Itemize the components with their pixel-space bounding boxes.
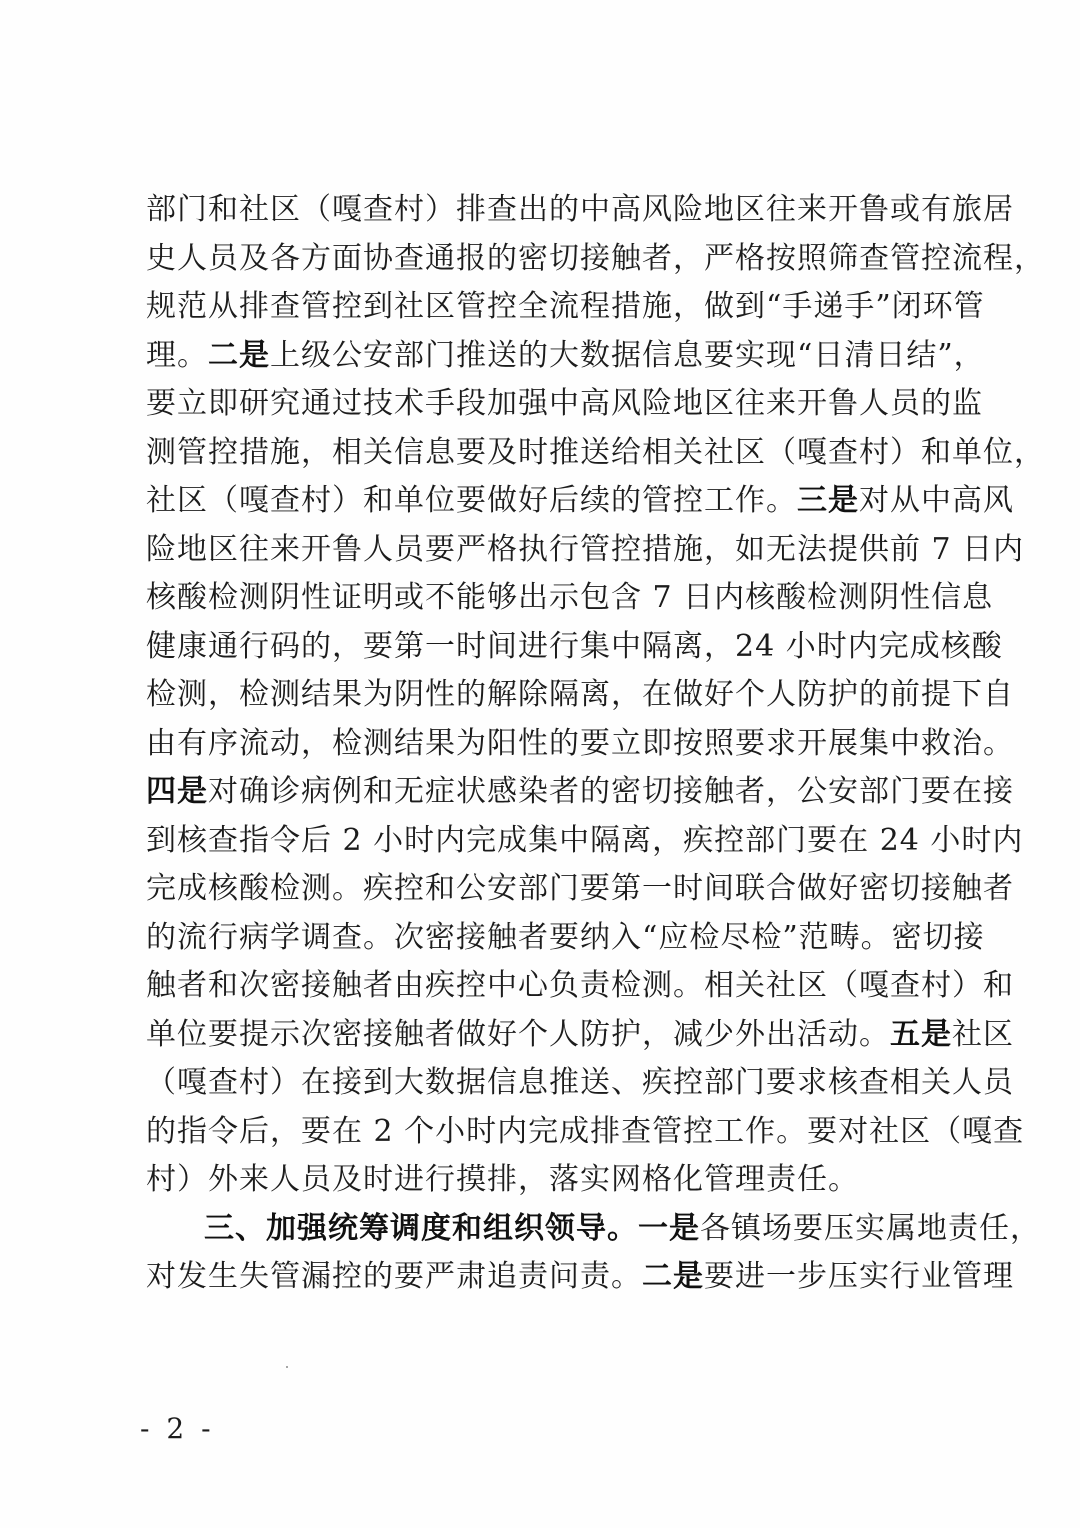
text-line: 健康通行码的，要第一时间进行集中隔离，24 小时内完成核酸: [146, 628, 1003, 664]
text-line: 单位要提示次密接触者做好个人防护，减少外出活动。五是社区: [146, 1016, 1014, 1052]
text-line: 部门和社区（嘎查村）排查出的中高风险地区往来开鲁或有旅居: [146, 192, 1014, 227]
text-line: 理。二是上级公安部门推送的大数据信息要实现“日清日结”，: [146, 337, 985, 373]
text-line: 社区（嘎查村）和单位要做好后续的管控工作。三是对从中高风: [146, 483, 1014, 518]
text-line: 的指令后，要在 2 个小时内完成排查管控工作。要对社区（嘎查: [146, 1113, 1025, 1149]
page-number: - 2 -: [140, 1412, 215, 1445]
text-line: 村）外来人员及时进行摸排，落实网格化管理责任。: [146, 1162, 859, 1197]
text-line: 检测，检测结果为阴性的解除隔离，在做好个人防护的前提下自: [146, 677, 1014, 712]
text-line: 四是对确诊病例和无症状感染者的密切接触者，公安部门要在接: [146, 774, 1014, 809]
text-line: 由有序流动，检测结果为阳性的要立即按照要求开展集中救治。: [146, 725, 1014, 761]
section-heading-line: 三、加强统筹调度和组织领导。一是各镇场要压实属地责任，: [204, 1210, 1041, 1246]
text-line: 险地区往来开鲁人员要严格执行管控措施，如无法提供前 7 日内: [146, 531, 1025, 567]
scan-speck: [286, 1366, 288, 1368]
text-line: 核酸检测阴性证明或不能够出示包含 7 日内核酸检测阴性信息: [146, 580, 994, 615]
text-line: （嘎查村）在接到大数据信息推送、疾控部门要求核查相关人员: [146, 1065, 1014, 1100]
text-line: 完成核酸检测。疾控和公安部门要第一时间联合做好密切接触者: [146, 871, 1014, 906]
text-line: 规范从排查管控到社区管控全流程措施，做到“手递手”闭环管: [146, 289, 985, 324]
text-line: 测管控措施，相关信息要及时推送给相关社区（嘎查村）和单位，: [146, 434, 1045, 470]
body-text: [146, 186, 1045, 1302]
text-line: 的流行病学调查。次密接触者要纳入“应检尽检”范畴。密切接: [146, 919, 985, 955]
text-line: 要立即研究通过技术手段加强中高风险地区往来开鲁人员的监: [146, 386, 983, 421]
text-line: 史人员及各方面协查通报的密切接触者，严格按照筛查管控流程，: [146, 240, 1045, 276]
text-line: 对发生失管漏控的要严肃追责问责。二是要进一步压实行业管理: [146, 1259, 1014, 1294]
text-line: 到核查指令后 2 小时内完成集中隔离，疾控部门要在 24 小时内: [146, 822, 1024, 858]
text-line: 触者和次密接触者由疾控中心负责检测。相关社区（嘎查村）和: [146, 968, 1014, 1003]
